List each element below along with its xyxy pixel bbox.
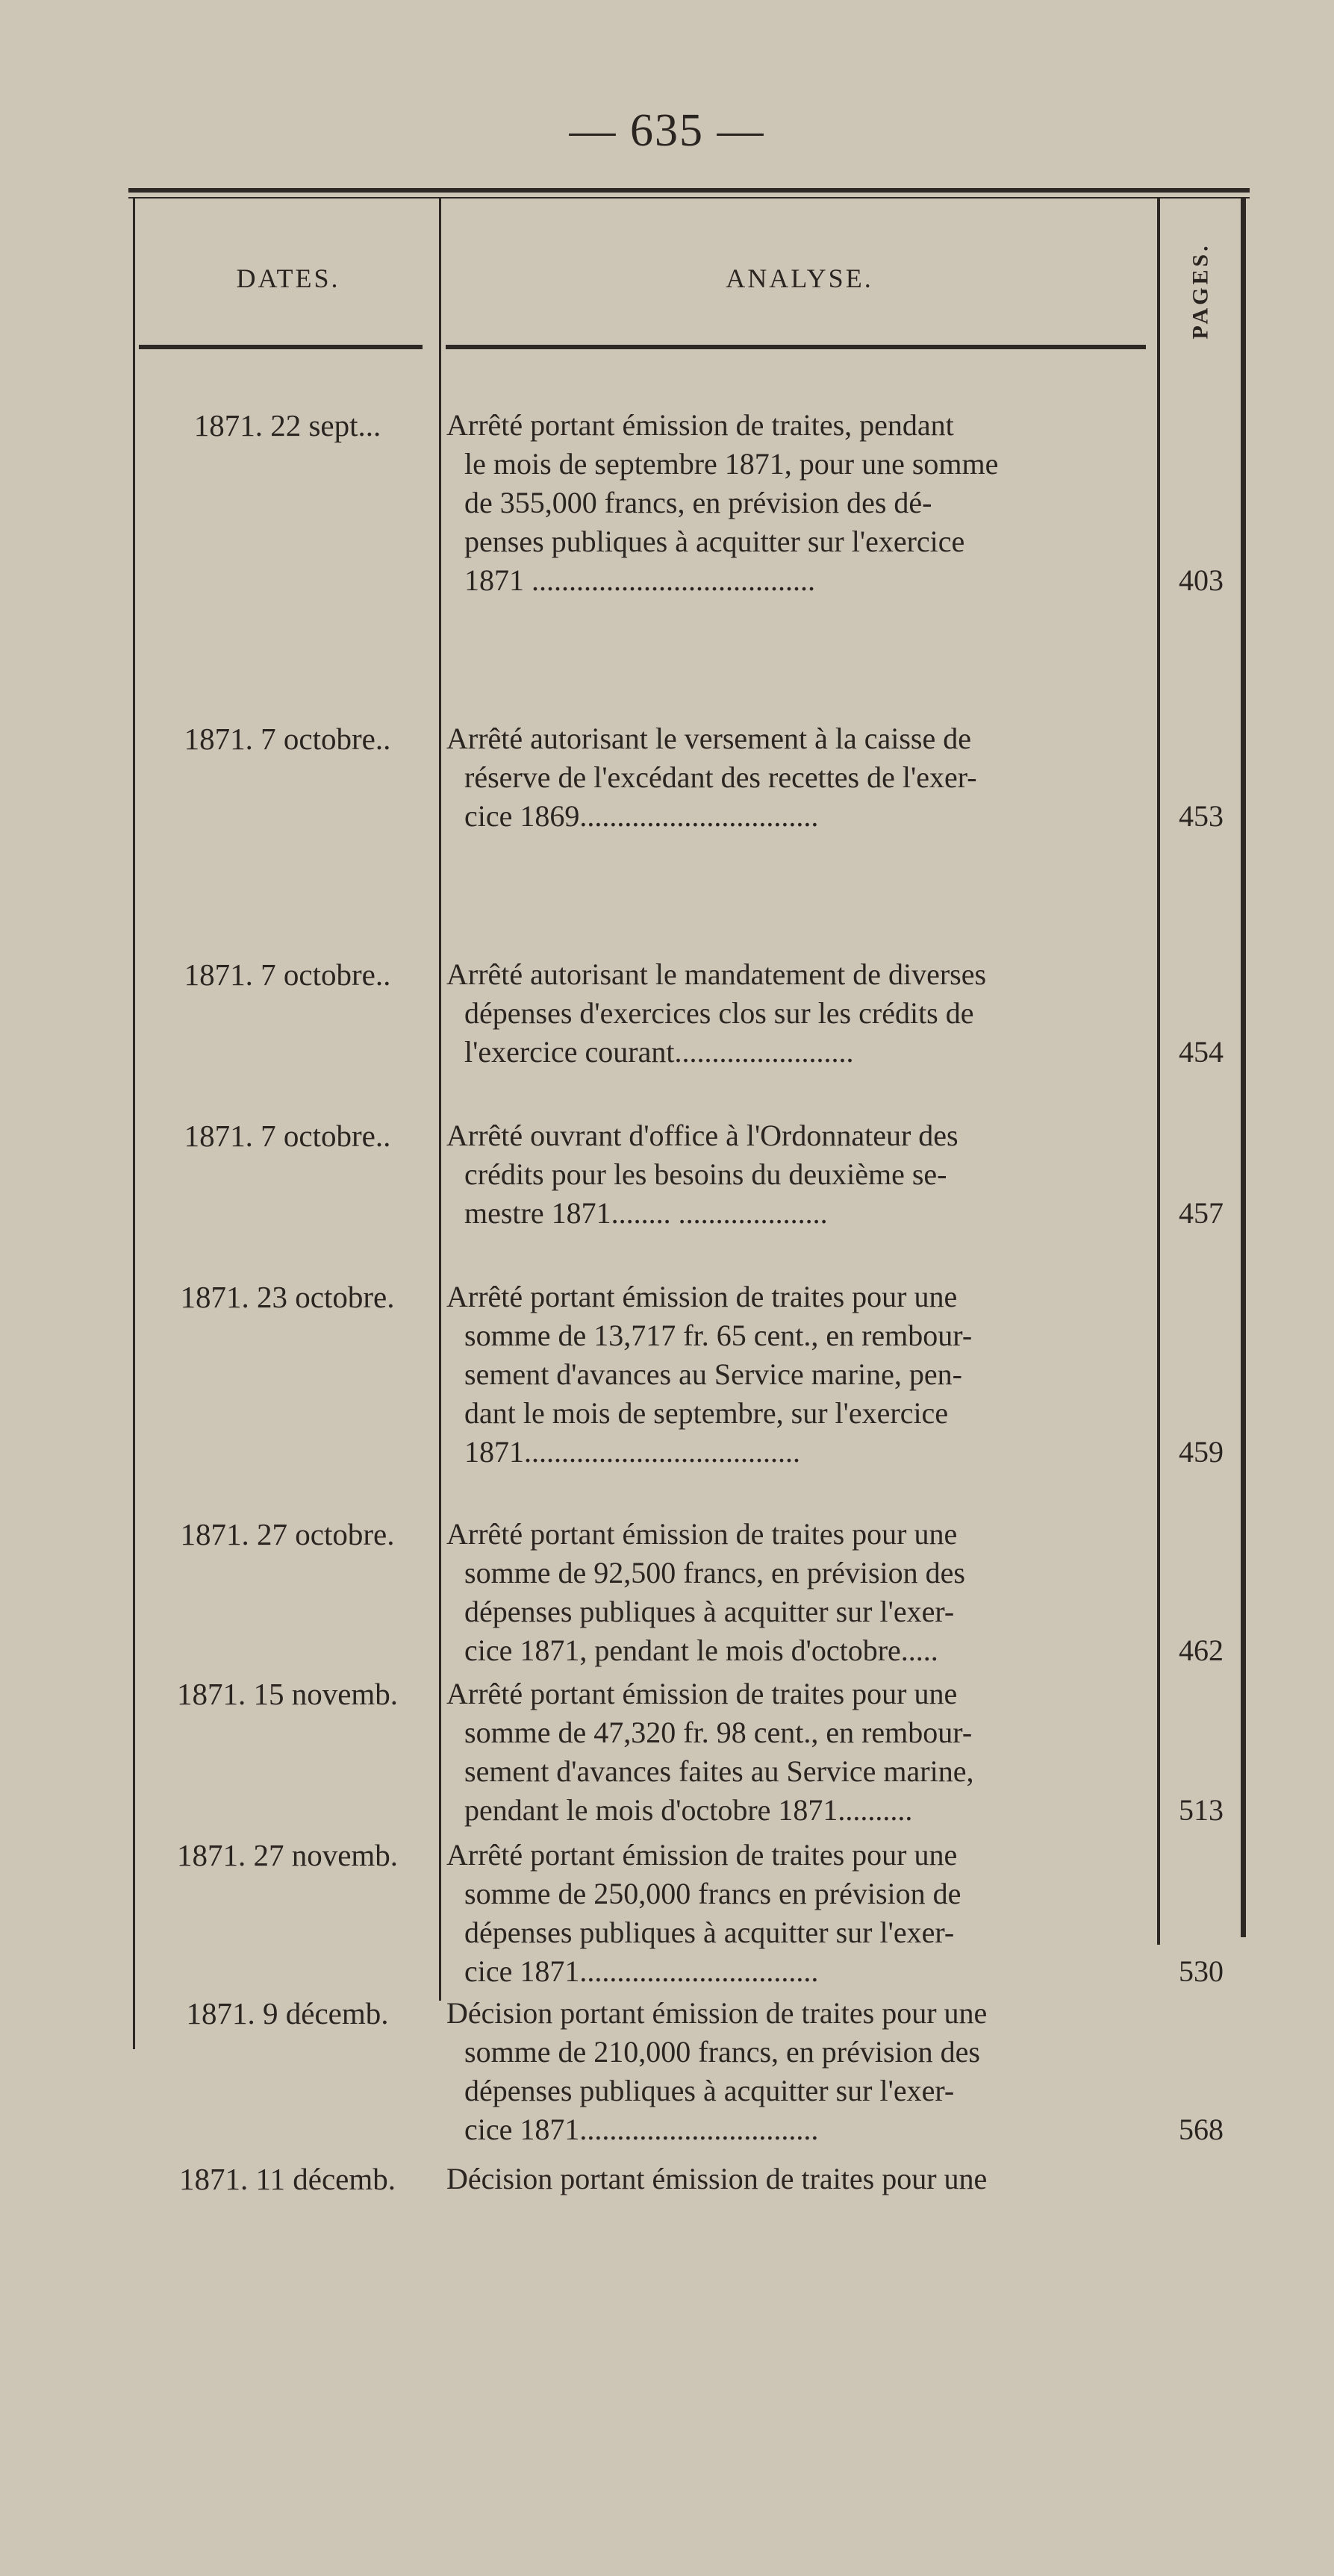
- entry-date: 1871. 7 octobre..: [184, 722, 391, 756]
- analysis-line: somme de 92,500 francs, en prévision des: [464, 1556, 965, 1589]
- analysis-line: réserve de l'excédant des recettes de l'exer-: [464, 760, 977, 794]
- analysis-line: l'exercice courant........................: [464, 1035, 854, 1069]
- entry-date: 1871. 11 décemb.: [179, 2162, 396, 2196]
- analysis-line: crédits pour les besoins du deuxième se-: [464, 1157, 947, 1191]
- analysis-line: dépenses publiques à acquitter sur l'exer-: [464, 1916, 955, 1949]
- analysis-line: cice 1869................................: [464, 799, 819, 833]
- entry-analysis: [446, 955, 1153, 1072]
- right-border: [1241, 198, 1246, 1937]
- analysis-line: sement d'avances au Service marine, pen-: [464, 1357, 962, 1391]
- analysis-line: 1871 ......................................: [464, 563, 815, 597]
- top-rule: [128, 188, 1250, 198]
- entry-page-ref: 462: [1179, 1634, 1224, 1667]
- analysis-line: penses publiques à acquitter sur l'exercice: [464, 525, 965, 558]
- entry-date: 1871. 7 octobre..: [184, 1119, 391, 1153]
- analysis-line: Arrêté autorisant le versement à la caisse de: [446, 722, 972, 755]
- analysis-line: le mois de septembre 1871, pour une somme: [464, 447, 999, 481]
- header-analyse: ANALYSE.: [726, 263, 873, 293]
- header-rule-analyse: [446, 345, 1146, 349]
- analysis-line: somme de 47,320 fr. 98 cent., en rembour-: [464, 1716, 973, 1749]
- analysis-line: cice 1871................................: [464, 1954, 819, 1988]
- entry-date: 1871. 9 décemb.: [186, 1996, 389, 2031]
- entry-page-ref: 403: [1179, 563, 1224, 597]
- entry-analysis: [446, 719, 1153, 836]
- index-table: [128, 188, 1250, 2576]
- analysis-line: Arrêté autorisant le mandatement de diverses: [446, 957, 987, 991]
- analysis-line: dépenses publiques à acquitter sur l'exer-: [464, 2074, 955, 2107]
- entry-analysis: [446, 1278, 1153, 1472]
- entry-page-ref: 457: [1179, 1196, 1224, 1230]
- entry-analysis: [446, 1675, 1153, 1830]
- entry-date: 1871. 15 novemb.: [176, 1677, 399, 1711]
- analysis-line: somme de 250,000 francs en prévision de: [464, 1877, 961, 1910]
- entry-page-ref: 568: [1179, 2113, 1224, 2146]
- analysis-line: Arrêté ouvrant d'office à l'Ordonnateur des: [446, 1119, 959, 1152]
- analysis-line: sement d'avances faites au Service marine,: [464, 1754, 974, 1788]
- entry-page-ref: 454: [1179, 1035, 1224, 1069]
- header-rule-dates: [139, 345, 423, 349]
- entry-page-ref: 453: [1179, 799, 1224, 833]
- entry-date: 1871. 22 sept...: [193, 408, 381, 443]
- header-pages: PAGES.: [1188, 243, 1214, 340]
- entry-analysis: [446, 2160, 1153, 2198]
- entry-analysis: [446, 1836, 1153, 1991]
- pages-column-divider: [1157, 198, 1160, 1945]
- analysis-line: cice 1871, pendant le mois d'octobre.....: [464, 1634, 938, 1667]
- header-dates: DATES.: [236, 263, 340, 293]
- analysis-line: Arrêté portant émission de traites pour une: [446, 1517, 958, 1551]
- analysis-line: dépenses d'exercices clos sur les crédits de: [464, 996, 974, 1030]
- entry-analysis: [446, 1116, 1153, 1233]
- analysis-line: Décision portant émission de traites pour une: [446, 2162, 988, 2195]
- entry-analysis: [446, 1515, 1153, 1670]
- analysis-line: somme de 210,000 francs, en prévision des: [464, 2035, 980, 2069]
- entry-date: 1871. 7 octobre..: [184, 957, 391, 992]
- entry-date: 1871. 27 novemb.: [176, 1838, 399, 1872]
- entry-analysis: [446, 406, 1153, 600]
- left-border: [133, 198, 135, 2049]
- entry-page-ref: 530: [1179, 1954, 1224, 1988]
- analysis-line: mestre 1871........ ....................: [464, 1196, 828, 1230]
- entry-date: 1871. 23 octobre.: [180, 1280, 395, 1314]
- analysis-line: Arrêté portant émission de traites pour une: [446, 1280, 958, 1313]
- analysis-line: 1871.....................................: [464, 1435, 800, 1469]
- page-number: — 635 —: [569, 105, 765, 156]
- analysis-line: dépenses publiques à acquitter sur l'exer-: [464, 1595, 955, 1628]
- dates-column-divider: [439, 198, 441, 2001]
- analysis-line: cice 1871................................: [464, 2113, 819, 2146]
- entry-page-ref: 459: [1179, 1435, 1224, 1469]
- entry-page-ref: 513: [1179, 1793, 1224, 1827]
- analysis-line: Arrêté portant émission de traites pour une: [446, 1677, 958, 1710]
- analysis-line: dant le mois de septembre, sur l'exercice: [464, 1396, 949, 1430]
- analysis-line: Arrêté portant émission de traites, pendant: [446, 408, 954, 442]
- analysis-line: de 355,000 francs, en prévision des dé-: [464, 486, 932, 519]
- entry-analysis: [446, 1994, 1153, 2149]
- analysis-line: somme de 13,717 fr. 65 cent., en rembour-: [464, 1319, 973, 1352]
- entry-date: 1871. 27 octobre.: [180, 1517, 395, 1551]
- analysis-line: Décision portant émission de traites pour une: [446, 1996, 988, 2030]
- analysis-line: pendant le mois d'octobre 1871..........: [464, 1793, 913, 1827]
- analysis-line: Arrêté portant émission de traites pour une: [446, 1838, 958, 1872]
